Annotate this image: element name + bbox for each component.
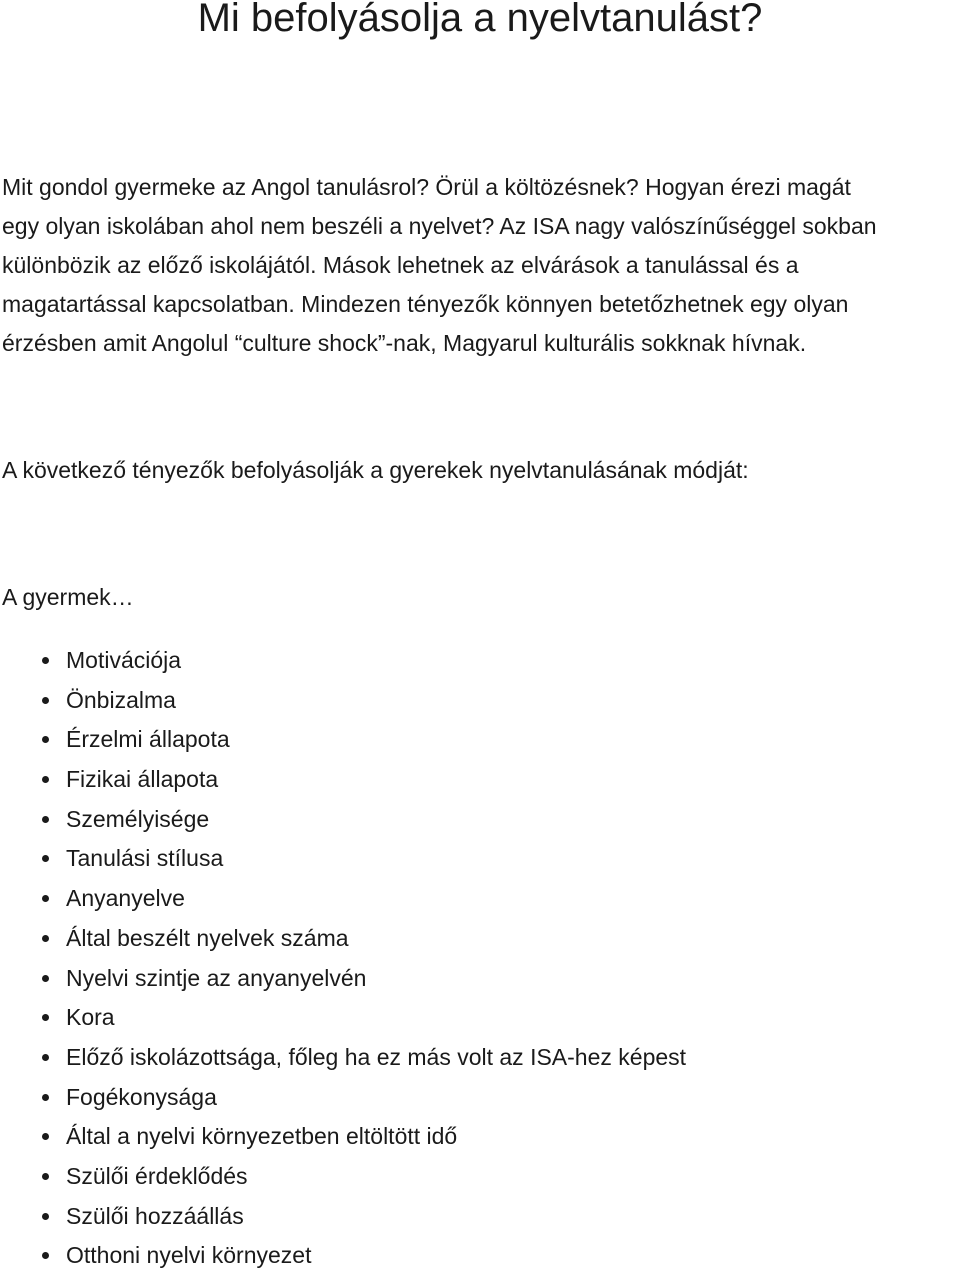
list-item-label: Nyelvi szintje az anyanyelvén — [66, 964, 367, 991]
bullet-icon — [42, 1213, 49, 1220]
list-item — [0, 1038, 686, 1078]
list-item-label: Szülői érdeklődés — [66, 1162, 248, 1189]
list-item — [0, 720, 686, 760]
intro-paragraph — [2, 168, 958, 363]
list-item-label: Fizikai állapota — [66, 766, 219, 793]
list-item — [0, 800, 686, 840]
list-item-label: Előző iskolázottsága, főleg ha ez más volt az ISA-hez képest — [66, 1043, 687, 1070]
bullet-icon — [42, 657, 49, 664]
list-item-label: Által beszélt nyelvek száma — [66, 924, 349, 951]
bullet-icon — [42, 1014, 49, 1021]
list-item — [0, 681, 686, 721]
list-item-label: Motivációja — [66, 647, 182, 673]
bullet-icon — [42, 1054, 49, 1061]
list-item-label: Személyisége — [66, 805, 210, 832]
factors-lead-sentence: A következő tényezők befolyásolják a gyerekek nyelvtanulásának módját: — [2, 457, 749, 483]
page-title: Mi befolyásolja a nyelvtanulást? — [197, 0, 763, 40]
list-item — [0, 879, 686, 919]
bullet-icon — [42, 895, 49, 902]
list-item — [0, 919, 686, 959]
bullet-icon — [42, 1133, 49, 1140]
list-item — [0, 1157, 686, 1197]
bullet-icon — [42, 1173, 49, 1180]
list-item-label: Érzelmi állapota — [66, 726, 230, 753]
bullet-icon — [42, 697, 49, 704]
bullet-icon — [42, 776, 49, 783]
intro-line: magatartással kapcsolatban. Mindezen tényezők könnyen betetőzhetnek egy olyan — [2, 291, 849, 317]
bullet-icon — [42, 736, 49, 743]
list-item — [0, 641, 686, 681]
list-item-label: Fogékonysága — [66, 1083, 217, 1110]
list-item-label: Önbizalma — [66, 686, 176, 713]
list-item — [0, 760, 686, 800]
bullet-icon — [42, 1252, 49, 1259]
intro-line: érzésben amit Angolul “culture shock”-nak, Magyarul kulturális sokknak hívnak. — [2, 330, 807, 356]
list-item — [0, 959, 686, 999]
list-item — [0, 1078, 686, 1118]
bullet-icon — [42, 816, 49, 823]
child-lead: A gyermek… — [2, 584, 134, 610]
list-item — [0, 839, 686, 879]
bullet-icon — [42, 855, 49, 862]
list-item-label: Szülői hozzáállás — [66, 1202, 244, 1229]
bullet-icon — [42, 975, 49, 982]
bullet-icon — [42, 1094, 49, 1101]
intro-line: egy olyan iskolában ahol nem beszéli a nyelvet? Az ISA nagy valószínűséggel sokban — [2, 213, 877, 239]
list-item-label: Kora — [66, 1004, 115, 1031]
list-item — [0, 1117, 686, 1157]
list-item — [0, 1236, 686, 1276]
bullet-icon — [42, 935, 49, 942]
list-item-label: Tanulási stílusa — [66, 845, 224, 872]
list-item — [0, 1197, 686, 1237]
list-item-label: Otthoni nyelvi környezet — [66, 1242, 312, 1269]
intro-line: különbözik az előző iskolájától. Mások lehetnek az elvárások a tanulással és a — [2, 252, 799, 278]
factor-list — [0, 641, 686, 1276]
intro-line: Mit gondol gyermeke az Angol tanulásrol? Örül a költözésnek? Hogyan érezi magát — [2, 174, 851, 200]
list-item-label: Anyanyelve — [66, 885, 185, 912]
list-item-label: Által a nyelvi környezetben eltöltött idő — [66, 1123, 458, 1150]
list-item — [0, 998, 686, 1038]
